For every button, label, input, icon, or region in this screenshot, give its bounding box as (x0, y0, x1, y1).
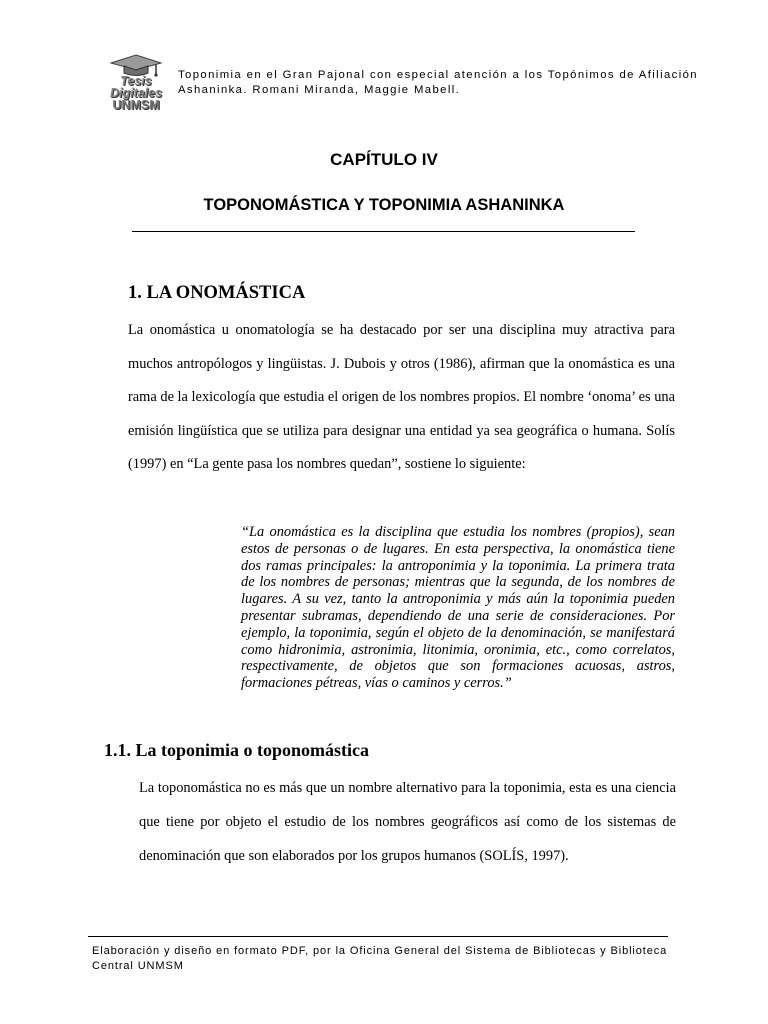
title-divider (132, 231, 635, 232)
section-paragraph-onomastica: La onomástica u onomatología se ha destacado por ser una disciplina muy atractiva para muchos antropólogos y lingüistas. J. Dubois y otros (1986), afirman que la onomástica es una rama de la lexicología que estudia el origen de los nombres propios. El nombre ‘onoma’ es una emisión lingüística que se utiliza para designar una entidad ya sea geográfica o humana. Solís (1997) en “La gente pasa los nombres quedan”, sostiene lo siguiente: (128, 322, 675, 472)
subsection-paragraph-toponimia: La toponomástica no es más que un nombre alternativo para la toponimia, esta es una ciencia que tiene por objeto el estudio de los nombres geográficos así como de los sistemas de denominación que son elaborados por los grupos humanos (SOLÍS, 1997). (139, 780, 676, 864)
section-heading-onomastica: 1. LA ONOMÁSTICA (128, 283, 306, 303)
chapter-number: CAPÍTULO IV (330, 150, 438, 169)
subsection-heading-toponimia: 1.1. La toponimia o toponomástica (104, 740, 370, 760)
logo-line-unmsm: UNMSM (112, 98, 160, 112)
chapter-title: TOPONOMÁSTICA Y TOPONIMIA ASHANINKA (203, 196, 565, 214)
running-header: Toponimia en el Gran Pajonal con especial atención a los Topónimos de Afiliación Ashaninka. Romani Miranda, Maggie Mabell. (178, 69, 698, 96)
page-footer: Elaboración y diseño en formato PDF, por la Oficina General del Sistema de Bibliotecas y Biblioteca Central UNMSM (92, 945, 668, 972)
tesis-digitales-logo (96, 54, 176, 116)
footer-divider (88, 936, 668, 937)
block-quote: “La onomástica es la disciplina que estudia los nombres (propios), sean estos de personas o de lugares. En esta perspectiva, la onomástica tiene dos ramas principales: la antroponimia y la toponimia. La primera trata de los nombres de personas; mientras que la segunda, de los nombres de lugares. A su vez, tanto la antroponimia y más aún la toponimia pueden presentar subramas, dependiendo de una serie de consideraciones. Por ejemplo, la toponimia, según el objeto de la denominación, se manifestará como hidronimia, astronimia, litonimia, oronimia, etc., como correlatos, respectivamente, de objetos que son formaciones acuosas, astros, formaciones pétreas, vías o caminos y cerros.” (241, 524, 675, 692)
logo-line-tesis: Tesis (120, 74, 152, 88)
logo-line-digitales: Digitales (109, 86, 163, 100)
